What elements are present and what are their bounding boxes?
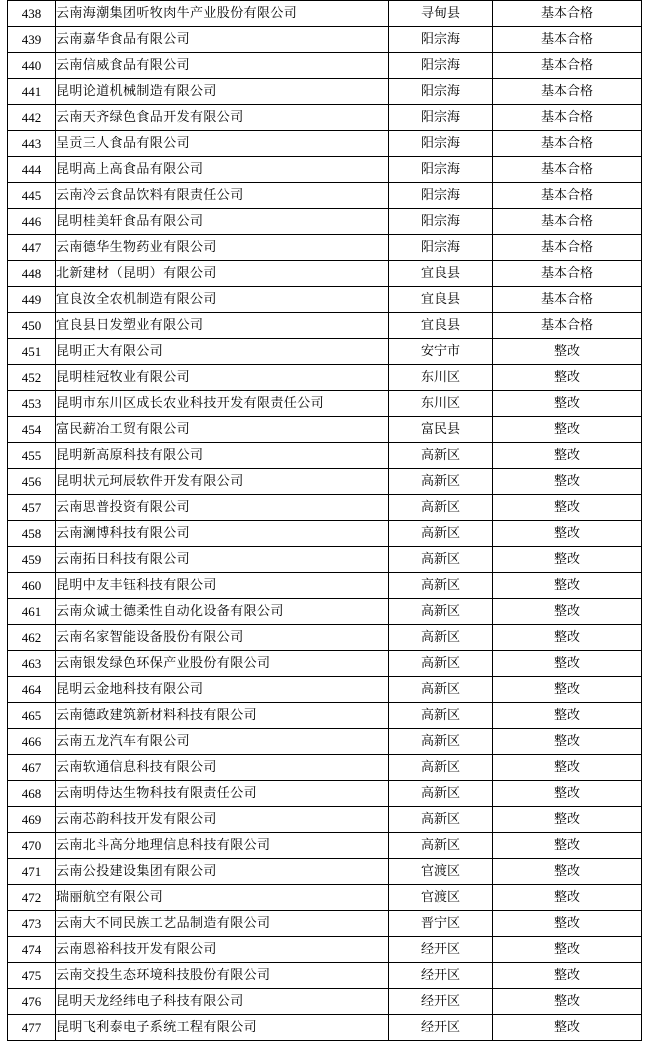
row-number: 442	[8, 105, 56, 131]
company-name: 云南天齐绿色食品开发有限公司	[56, 105, 389, 131]
company-name: 云南德华生物药业有限公司	[56, 235, 389, 261]
inspection-result: 整改	[493, 703, 642, 729]
inspection-result: 整改	[493, 963, 642, 989]
row-number: 460	[8, 573, 56, 599]
table-row	[8, 157, 642, 183]
row-number: 439	[8, 27, 56, 53]
region-name: 经开区	[389, 937, 493, 963]
region-name: 高新区	[389, 703, 493, 729]
region-name: 阳宗海	[389, 209, 493, 235]
company-name: 昆明论道机械制造有限公司	[56, 79, 389, 105]
table-row	[8, 469, 642, 495]
company-name: 昆明新高原科技有限公司	[56, 443, 389, 469]
region-name: 经开区	[389, 963, 493, 989]
region-name: 高新区	[389, 599, 493, 625]
row-number: 454	[8, 417, 56, 443]
company-name: 昆明状元珂辰软件开发有限公司	[56, 469, 389, 495]
row-number: 476	[8, 989, 56, 1015]
inspection-result: 整改	[493, 755, 642, 781]
region-name: 东川区	[389, 365, 493, 391]
row-number: 447	[8, 235, 56, 261]
company-name: 云南嘉华食品有限公司	[56, 27, 389, 53]
inspection-result: 整改	[493, 1015, 642, 1041]
inspection-result: 整改	[493, 625, 642, 651]
company-name: 云南银发绿色环保产业股份有限公司	[56, 651, 389, 677]
inspection-result: 基本合格	[493, 313, 642, 339]
region-name: 高新区	[389, 833, 493, 859]
table-row	[8, 105, 642, 131]
row-number: 448	[8, 261, 56, 287]
row-number: 469	[8, 807, 56, 833]
inspection-result: 整改	[493, 937, 642, 963]
table-body	[8, 1, 642, 1041]
inspection-result: 整改	[493, 911, 642, 937]
row-number: 451	[8, 339, 56, 365]
inspection-result: 整改	[493, 859, 642, 885]
table-row	[8, 53, 642, 79]
company-name: 昆明桂冠牧业有限公司	[56, 365, 389, 391]
company-name: 云南澜博科技有限公司	[56, 521, 389, 547]
table-row	[8, 755, 642, 781]
row-number: 471	[8, 859, 56, 885]
row-number: 464	[8, 677, 56, 703]
company-name: 昆明云金地科技有限公司	[56, 677, 389, 703]
company-name: 云南明侍达生物科技有限责任公司	[56, 781, 389, 807]
row-number: 455	[8, 443, 56, 469]
table-row	[8, 235, 642, 261]
company-name: 昆明市东川区成长农业科技开发有限责任公司	[56, 391, 389, 417]
enterprise-table	[7, 0, 642, 1041]
row-number: 452	[8, 365, 56, 391]
row-number: 459	[8, 547, 56, 573]
inspection-result: 基本合格	[493, 261, 642, 287]
region-name: 宜良县	[389, 287, 493, 313]
inspection-result: 基本合格	[493, 183, 642, 209]
table-row	[8, 781, 642, 807]
table-row	[8, 885, 642, 911]
region-name: 经开区	[389, 989, 493, 1015]
row-number: 472	[8, 885, 56, 911]
company-name: 云南大不同民族工艺品制造有限公司	[56, 911, 389, 937]
inspection-result: 整改	[493, 989, 642, 1015]
company-name: 昆明飞利泰电子系统工程有限公司	[56, 1015, 389, 1041]
company-name: 宜良汝全农机制造有限公司	[56, 287, 389, 313]
company-name: 云南芯韵科技开发有限公司	[56, 807, 389, 833]
row-number: 446	[8, 209, 56, 235]
region-name: 宜良县	[389, 313, 493, 339]
company-name: 云南信威食品有限公司	[56, 53, 389, 79]
company-name: 云南恩裕科技开发有限公司	[56, 937, 389, 963]
inspection-result: 整改	[493, 833, 642, 859]
inspection-result: 基本合格	[493, 105, 642, 131]
region-name: 高新区	[389, 677, 493, 703]
region-name: 高新区	[389, 495, 493, 521]
row-number: 438	[8, 1, 56, 27]
company-name: 昆明高上高食品有限公司	[56, 157, 389, 183]
region-name: 高新区	[389, 755, 493, 781]
region-name: 寻甸县	[389, 1, 493, 27]
region-name: 宜良县	[389, 261, 493, 287]
table-row	[8, 911, 642, 937]
table-row	[8, 521, 642, 547]
company-name: 云南思普投资有限公司	[56, 495, 389, 521]
inspection-result: 基本合格	[493, 79, 642, 105]
inspection-result: 整改	[493, 885, 642, 911]
row-number: 467	[8, 755, 56, 781]
company-name: 云南软通信息科技有限公司	[56, 755, 389, 781]
company-name: 富民薪冶工贸有限公司	[56, 417, 389, 443]
region-name: 东川区	[389, 391, 493, 417]
table-row	[8, 1, 642, 27]
table-row	[8, 131, 642, 157]
row-number: 461	[8, 599, 56, 625]
inspection-result: 整改	[493, 781, 642, 807]
inspection-result: 整改	[493, 443, 642, 469]
table-row	[8, 365, 642, 391]
row-number: 465	[8, 703, 56, 729]
inspection-result: 整改	[493, 677, 642, 703]
row-number: 449	[8, 287, 56, 313]
region-name: 阳宗海	[389, 235, 493, 261]
row-number: 441	[8, 79, 56, 105]
company-name: 云南公投建设集团有限公司	[56, 859, 389, 885]
row-number: 443	[8, 131, 56, 157]
row-number: 457	[8, 495, 56, 521]
inspection-result: 基本合格	[493, 1, 642, 27]
table-row	[8, 443, 642, 469]
row-number: 473	[8, 911, 56, 937]
inspection-result: 整改	[493, 807, 642, 833]
row-number: 440	[8, 53, 56, 79]
region-name: 经开区	[389, 1015, 493, 1041]
company-name: 云南名家智能设备股份有限公司	[56, 625, 389, 651]
table-row	[8, 287, 642, 313]
company-name: 云南拓日科技有限公司	[56, 547, 389, 573]
table-row	[8, 79, 642, 105]
row-number: 474	[8, 937, 56, 963]
inspection-result: 整改	[493, 547, 642, 573]
region-name: 官渡区	[389, 885, 493, 911]
inspection-result: 基本合格	[493, 53, 642, 79]
company-name: 昆明天龙经纬电子科技有限公司	[56, 989, 389, 1015]
company-name: 云南北斗高分地理信息科技有限公司	[56, 833, 389, 859]
inspection-result: 整改	[493, 469, 642, 495]
row-number: 458	[8, 521, 56, 547]
row-number: 445	[8, 183, 56, 209]
inspection-result: 基本合格	[493, 235, 642, 261]
region-name: 安宁市	[389, 339, 493, 365]
company-name: 云南德政建筑新材料科技有限公司	[56, 703, 389, 729]
company-name: 呈贡三人食品有限公司	[56, 131, 389, 157]
region-name: 高新区	[389, 521, 493, 547]
row-number: 456	[8, 469, 56, 495]
row-number: 444	[8, 157, 56, 183]
company-name: 云南五龙汽车有限公司	[56, 729, 389, 755]
region-name: 高新区	[389, 807, 493, 833]
table-row	[8, 495, 642, 521]
table-row	[8, 313, 642, 339]
inspection-result: 整改	[493, 495, 642, 521]
row-number: 462	[8, 625, 56, 651]
table-row	[8, 625, 642, 651]
region-name: 高新区	[389, 443, 493, 469]
region-name: 阳宗海	[389, 105, 493, 131]
table-row	[8, 391, 642, 417]
row-number: 468	[8, 781, 56, 807]
company-name: 昆明正大有限公司	[56, 339, 389, 365]
region-name: 高新区	[389, 547, 493, 573]
table-row	[8, 651, 642, 677]
table-row	[8, 729, 642, 755]
inspection-result: 整改	[493, 521, 642, 547]
row-number: 466	[8, 729, 56, 755]
company-name: 昆明桂美轩食品有限公司	[56, 209, 389, 235]
region-name: 阳宗海	[389, 79, 493, 105]
table-row	[8, 599, 642, 625]
table-row	[8, 573, 642, 599]
inspection-result: 基本合格	[493, 157, 642, 183]
region-name: 高新区	[389, 625, 493, 651]
company-name: 昆明中友丰钰科技有限公司	[56, 573, 389, 599]
inspection-result: 基本合格	[493, 209, 642, 235]
company-name: 云南海潮集团听牧肉牛产业股份有限公司	[56, 1, 389, 27]
table-row	[8, 417, 642, 443]
table-row	[8, 339, 642, 365]
region-name: 阳宗海	[389, 157, 493, 183]
inspection-result: 基本合格	[493, 27, 642, 53]
table-row	[8, 963, 642, 989]
inspection-result: 整改	[493, 573, 642, 599]
region-name: 高新区	[389, 781, 493, 807]
table-row	[8, 703, 642, 729]
table-row	[8, 27, 642, 53]
inspection-result: 整改	[493, 365, 642, 391]
company-name: 云南众诚士德柔性自动化设备有限公司	[56, 599, 389, 625]
table-row	[8, 807, 642, 833]
region-name: 阳宗海	[389, 53, 493, 79]
company-name: 北新建材（昆明）有限公司	[56, 261, 389, 287]
row-number: 463	[8, 651, 56, 677]
table-row	[8, 209, 642, 235]
inspection-result: 整改	[493, 339, 642, 365]
region-name: 高新区	[389, 729, 493, 755]
region-name: 阳宗海	[389, 27, 493, 53]
inspection-result: 整改	[493, 729, 642, 755]
region-name: 阳宗海	[389, 131, 493, 157]
company-name: 云南交投生态环境科技股份有限公司	[56, 963, 389, 989]
table-row	[8, 547, 642, 573]
region-name: 高新区	[389, 651, 493, 677]
table-row	[8, 183, 642, 209]
region-name: 官渡区	[389, 859, 493, 885]
row-number: 470	[8, 833, 56, 859]
row-number: 450	[8, 313, 56, 339]
company-name: 瑞丽航空有限公司	[56, 885, 389, 911]
table-row	[8, 1015, 642, 1041]
region-name: 晋宁区	[389, 911, 493, 937]
inspection-result: 基本合格	[493, 287, 642, 313]
row-number: 477	[8, 1015, 56, 1041]
inspection-result: 整改	[493, 417, 642, 443]
inspection-result: 整改	[493, 651, 642, 677]
row-number: 453	[8, 391, 56, 417]
region-name: 阳宗海	[389, 183, 493, 209]
table-row	[8, 989, 642, 1015]
table-row	[8, 261, 642, 287]
inspection-result: 整改	[493, 391, 642, 417]
company-name: 云南冷云食品饮料有限责任公司	[56, 183, 389, 209]
table-row	[8, 859, 642, 885]
region-name: 高新区	[389, 573, 493, 599]
region-name: 高新区	[389, 469, 493, 495]
region-name: 富民县	[389, 417, 493, 443]
company-name: 宜良县日发塑业有限公司	[56, 313, 389, 339]
inspection-result: 基本合格	[493, 131, 642, 157]
row-number: 475	[8, 963, 56, 989]
table-row	[8, 833, 642, 859]
inspection-result: 整改	[493, 599, 642, 625]
table-row	[8, 937, 642, 963]
table-row	[8, 677, 642, 703]
